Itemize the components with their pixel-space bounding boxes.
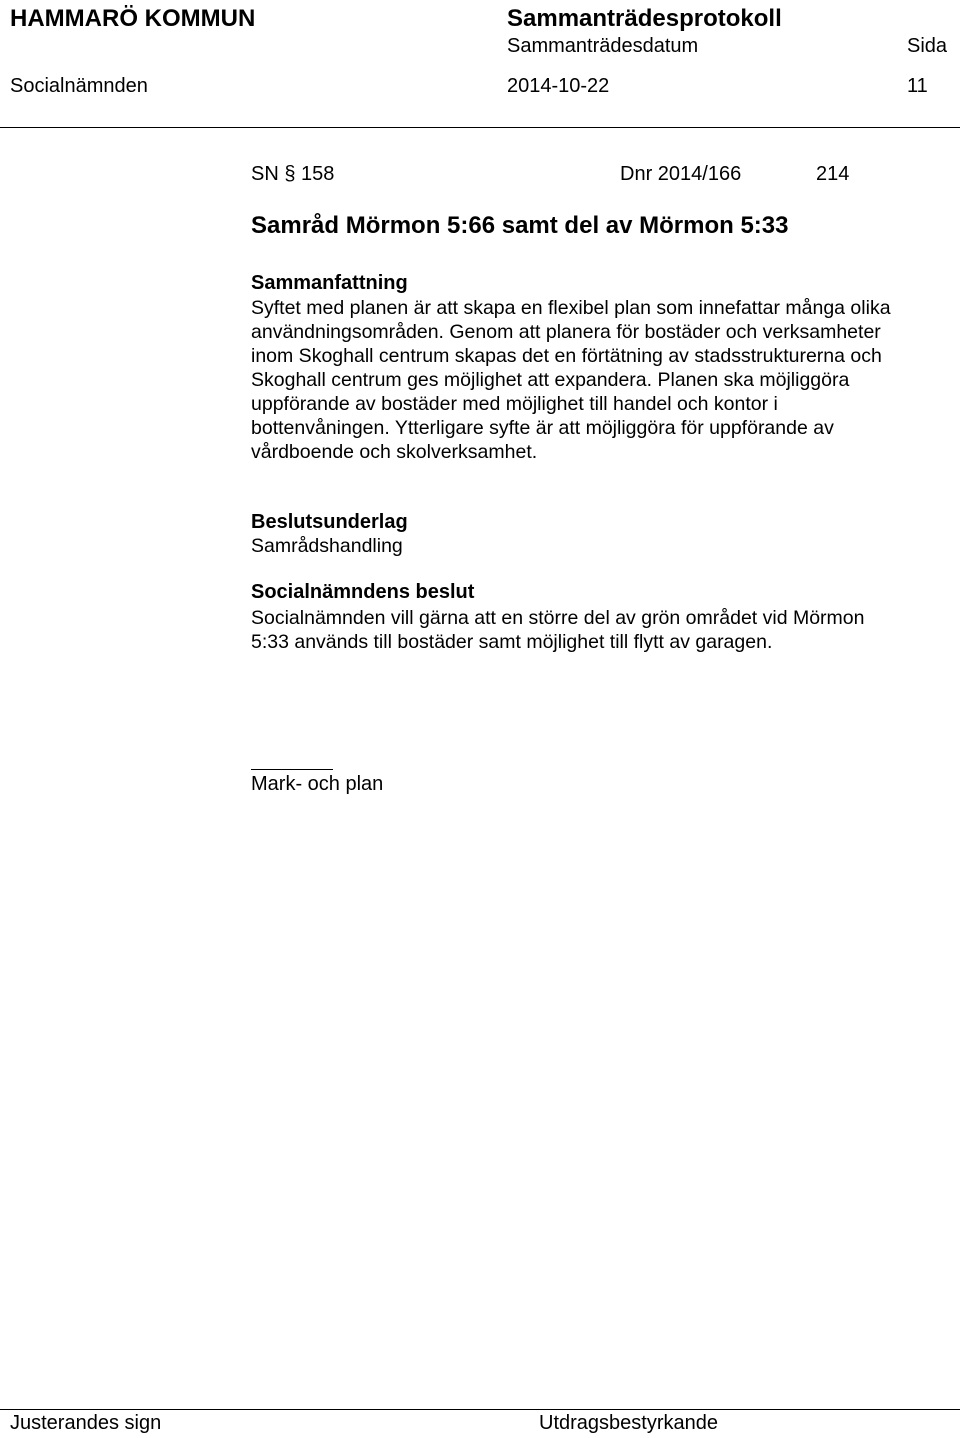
basis-text: Samrådshandling: [251, 535, 403, 557]
footer-divider: [0, 1409, 960, 1410]
case-title: Samråd Mörmon 5:66 samt del av Mörmon 5:33: [251, 212, 789, 239]
date-label: Sammanträdesdatum: [507, 35, 699, 57]
meeting-date: 2014-10-22: [507, 75, 610, 97]
distribution-recipient: Mark- och plan: [251, 773, 384, 795]
basis-heading: Beslutsunderlag: [251, 511, 408, 533]
document-type: Sammanträdesprotokoll: [507, 5, 782, 32]
case-code: 214: [816, 163, 850, 185]
summary-text: Syftet med planen är att skapa en flexibel plan som innefattar många olika användningsområden. Genom att planera för bostäder och verksamheter inom Skoghall centrum skapas det en förtätning av stadsstrukturerna och Skoghall centrum ges möjlighet att expandera. Planen ska möjliggöra uppförande av bostäder med möjlighet till handel och kontor i bottenvåningen. Ytterligare syfte är att möjliggöra för uppförande av vårdboende och skolverksamhet.: [251, 297, 891, 463]
case-number: SN § 158: [251, 163, 335, 185]
decision-text: Socialnämnden vill gärna att en större del av grön området vid Mörmon 5:33 används till bostäder samt möjlighet till flytt av garagen.: [251, 607, 865, 653]
summary-heading: Sammanfattning: [251, 272, 408, 294]
case-dnr: Dnr 2014/166: [620, 163, 742, 185]
decision-heading: Socialnämndens beslut: [251, 581, 475, 603]
distribution-rule: [251, 769, 333, 770]
header-divider: [0, 127, 960, 128]
page-label: Sida: [907, 35, 948, 57]
footer-signature-label: Justerandes sign: [10, 1412, 162, 1434]
organization-name: HAMMARÖ KOMMUN: [10, 5, 256, 32]
page-number: 11: [907, 75, 928, 97]
footer-certification-label: Utdragsbestyrkande: [539, 1412, 718, 1434]
committee-name: Socialnämnden: [10, 75, 148, 97]
